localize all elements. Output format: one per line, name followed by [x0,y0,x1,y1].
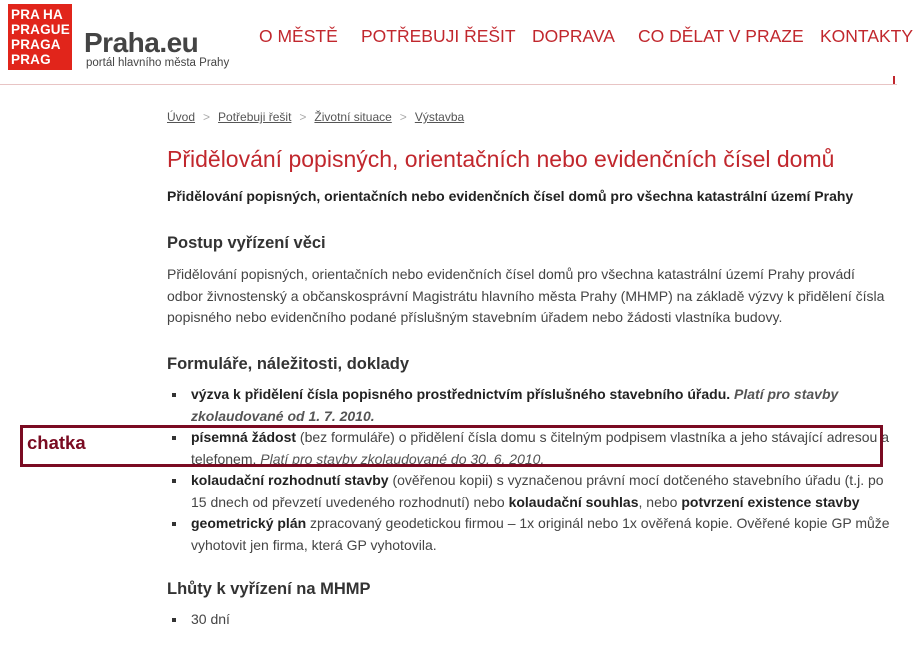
section-formulare-heading: Formuláře, náležitosti, doklady [167,355,410,373]
list-item: výzva k přidělení čísla popisného prostřednictvím příslušného stavebního úřadu. Platí pro stavby zkolaudované od 1. 7. 2010. [167,384,892,427]
section-postup-heading: Postup vyřízení věci [167,234,326,252]
breadcrumb-separator: > [203,110,211,124]
breadcrumb-separator: > [399,110,407,124]
documents-list [167,384,892,556]
logo-row-1b: HA [43,7,63,22]
breadcrumb-potrebuji-resit[interactable]: Potřebuji řešit [218,110,292,124]
page-title: Přidělování popisných, orientačních nebo evidenčních čísel domů [167,146,835,172]
breadcrumb-uvod[interactable]: Úvod [167,110,196,124]
breadcrumb-zivotni-situace[interactable]: Životní situace [314,110,392,124]
breadcrumb-vystavba[interactable]: Výstavba [414,110,465,124]
list-item: geometrický plán zpracovaný geodetickou firmou – 1x originál nebo 1x ověřená kopie. Ověřené kopie GP může vyhotovit jen firma, která GP vyhotovila. [167,513,892,556]
nav-potrebuji-resit[interactable]: POTŘEBUJI ŘEŠIT [361,26,516,46]
nav-co-delat-v-praze[interactable]: CO DĚLAT V PRAZE [638,26,804,46]
breadcrumb-separator: > [299,110,307,124]
nav-o-meste[interactable]: O MĚSTĚ [259,26,338,46]
deadline-list [167,609,892,631]
page-lead: Přidělování popisných, orientačních nebo evidenčních čísel domů pro všechna katastrální území Prahy [167,188,854,204]
praha-logo[interactable] [8,4,72,70]
header-divider [0,84,897,85]
logo-row-4: PRAG [11,52,51,67]
nav-doprava[interactable]: DOPRAVA [532,26,615,46]
list-item: kolaudační rozhodnutí stavby (ověřenou kopii) s vyznačenou právní mocí dotčeného stavebního úřadu (t.j. po 15 dnech od převzetí uvedeného rozhodnutí) nebo kolaudační souhlas, nebo potvrzení existence stavby [167,470,892,513]
header-divider-tick [893,76,895,84]
breadcrumb [167,110,464,124]
site-name[interactable]: Praha.eu [84,27,199,58]
logo-row-3: PRAGA [11,37,61,52]
site-subtitle: portál hlavního města Prahy [86,57,230,69]
section-postup-text: Přidělování popisných, orientačních nebo evidenčních čísel domů pro všechna katastrální území Prahy provádí odbor živnostenský a občanskosprávní Magistrátu hlavního města Prahy (MHMP) na základě výzvy k přidělení čísla popisného nebo evidenčního podané příslušným stavebním úřadem nebo žádosti vlastníka budovy. [167,266,885,325]
list-item: 30 dní [167,609,892,631]
nav-kontakty[interactable]: KONTAKTY [820,26,913,46]
annotation-label: chatka [27,432,86,453]
logo-row-1: PRA [11,7,41,22]
logo-row-2: PRAGUE [11,22,70,37]
list-item: písemná žádost (bez formuláře) o přidělení čísla domu s čitelným podpisem vlastníka a jeho stávající adresou a telefonem. Platí pro stavby zkolaudované do 30. 6. 2010. [167,427,892,470]
annotation-highlight-box [20,425,883,467]
section-lhuty-heading: Lhůty k vyřízení na MHMP [167,580,371,598]
